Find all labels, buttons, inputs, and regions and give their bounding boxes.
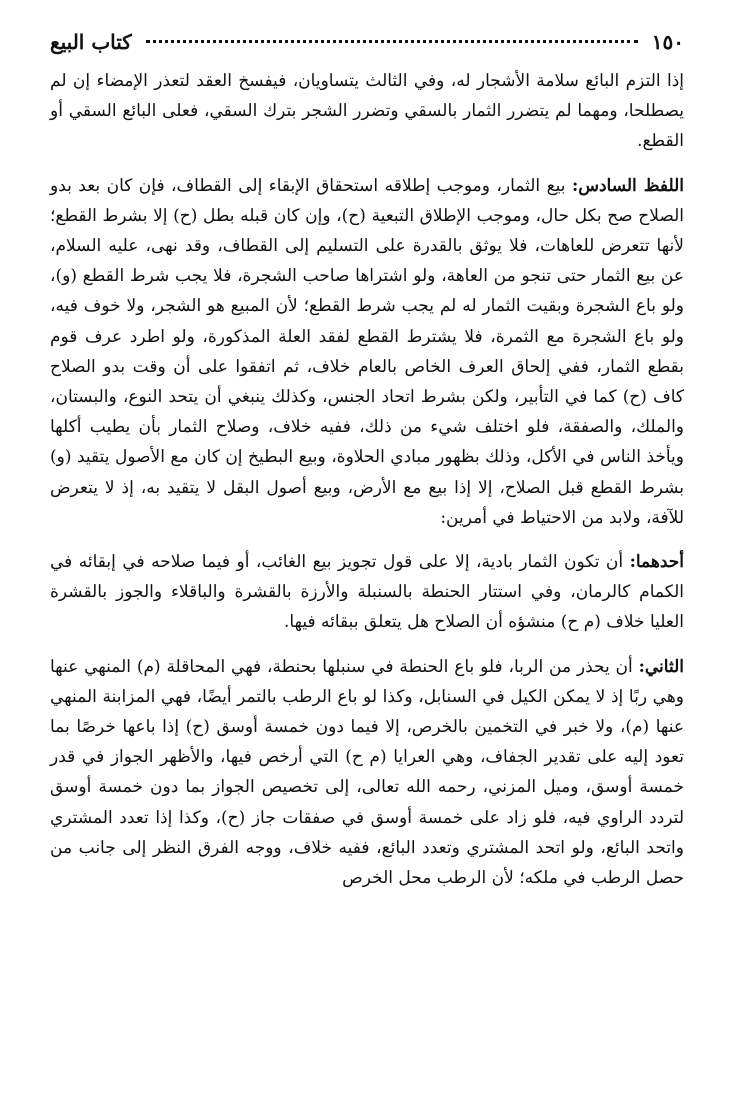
page-number: ١٥٠ (651, 30, 684, 54)
paragraph-sixth-term (50, 171, 684, 533)
running-header (50, 30, 684, 66)
paragraph-term: أحدهما: (629, 552, 684, 573)
book-title: كتاب البيع (50, 30, 132, 54)
paragraph-term: الثاني: (638, 656, 684, 677)
paragraph-second-matter (50, 652, 684, 894)
paragraph-text: بيع الثمار، وموجب إطلاقه استحقاق الإبقاء إلى القطاف، فإن كان بعد بدو الصلاح صح بكل حال، وموجب الإطلاق التبعية (ح)، وإن كان قبله بطل (ح) إلا بشرط القطع؛ لأنها تتعرض للعاهات، فلا يوثق بالقدرة على التسليم إلى القطاف، وقد نهى، عليه السلام، عن بيع الثمار حتى تنجو من العاهة، ولو اشتراها صاحب الشجرة، فلا يجب شرط القطع (و)، ولو باع الشجرة وبقيت الثمار له لم يجب شرط القطع؛ لأن المبيع هو الشجر، ولا خوف فيه، ولو باع الشجرة مع الثمرة، فلا يشترط القطع لفقد العلة المذكورة، ولو اطرد عرف قوم بقطع الثمار، ففي إلحاق العرف الخاص بالعام خلاف، ثم اتفقوا على أن وقت بدو الصلاح كاف (ح) كما في التأبير، ولكن بشرط اتحاد الجنس، وكذلك ينبغي أن يتحد النوع، والبستان، والملك، والصفقة، فلو اختلف شيء من ذلك، ففيه خلاف، وصلاح الثمار بأن يطيب أكلها ويأخذ الناس في الأكل، وذلك بظهور مبادي الحلاوة، وبيع البطيخ إن كان مع الأصول يتقيد (و) بشرط القطع قبل الصلاح، إلا إذا بيع مع الأرض، وبيع أصول البقل لا يتقيد به، إذ لا يتعرض للآفة، ولابد من الاحتياط في أمرين: (50, 175, 684, 528)
paragraph-term: اللفظ السادس: (571, 175, 685, 196)
paragraph-first-matter (50, 547, 684, 638)
book-page (50, 30, 684, 907)
paragraph-intro (50, 66, 684, 157)
paragraph-text: أن يحذر من الربا، فلو باع الحنطة في سنبلها بحنطة، فهي المحاقلة (م) المنهي عنها وهي ربًا إذ لا يمكن الكيل في السنابل، وكذا لو باع الرطب بالتمر أيضًا، فهي المزابنة المنهي عنها (م)، ولا خبر في التخمين بالخرص، إلا فيما دون خمسة أوسق (ح) إذا باعها خرصًا بما تعود إليه على تقدير الجفاف، وهي العرايا (م ح) التي أرخص فيها، والأظهر الجواز في قدر خمسة أوسق، وميل المزني، رحمه الله تعالى، إلى تخصيص الجواز بما دون خمسة أوسق لتردد الراوي فيه، فلو زاد على خمسة أوسق في صفقات جاز (ح)، وكذا إذا تعدد المشتري واتحد البائع، ولو اتحد المشتري وتعدد البائع، ففيه خلاف، ووجه الفرق النظر إلى جانب من حصل الرطب في ملكه؛ لأن الرطب محل الخرص (50, 656, 684, 889)
header-dot-leader (146, 40, 638, 43)
paragraph-text: إذا التزم البائع سلامة الأشجار له، وفي الثالث يتساويان، فيفسخ العقد لتعذر الإمضاء إن لم يصطلحا، ومهما لم يتضرر الثمار بالسقي وتضرر الشجر بترك السقي، فعلى البائع السقي أو القطع. (50, 71, 684, 152)
paragraph-text: أن تكون الثمار بادية، إلا على قول تجويز بيع الغائب، أو فيما صلاحه في إبقائه في الكمام كالرمان، وفي استتار الحنطة بالسنبلة والأرزة بالقشرة والباقلاء والجوز بالقشرة العليا خلاف (م ح) منشؤه أن الصلاح هل يتعلق ببقائه فيها. (50, 552, 684, 633)
